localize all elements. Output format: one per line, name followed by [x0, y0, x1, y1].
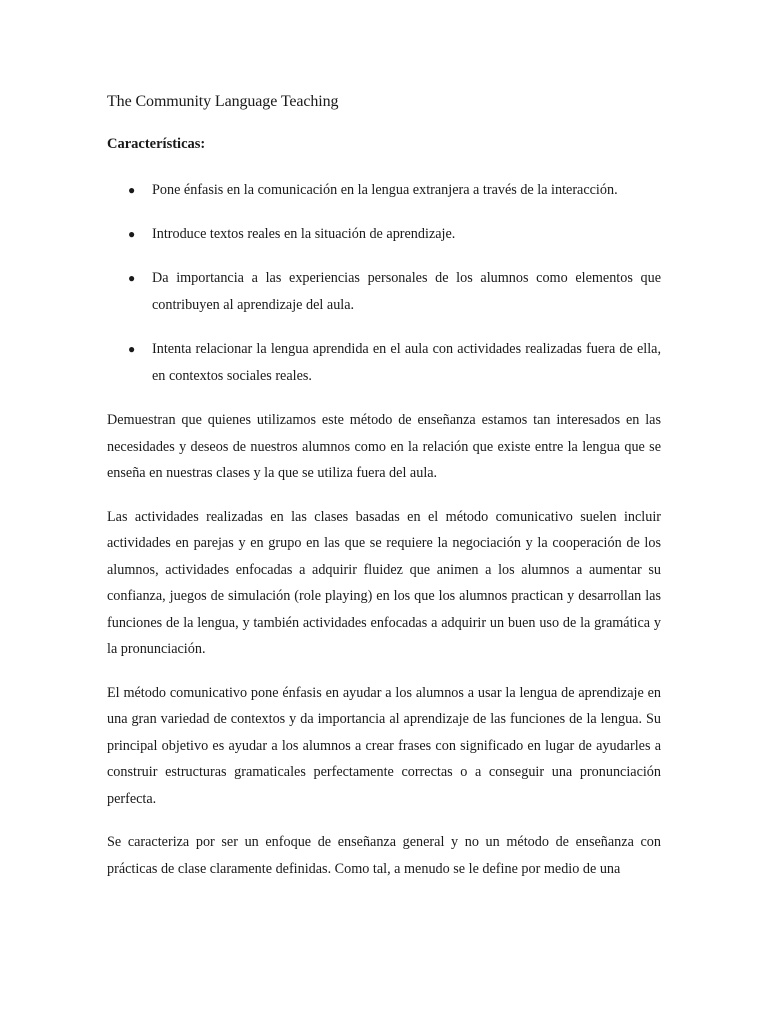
feature-list	[107, 177, 661, 390]
bullet-icon: ●	[128, 183, 136, 197]
list-item	[107, 336, 661, 390]
list-item-text: Introduce textos reales en la situación de aprendizaje.	[152, 226, 456, 242]
list-item-text: Pone énfasis en la comunicación en la lengua extranjera a través de la interacción.	[152, 182, 618, 198]
body-paragraph: Demuestran que quienes utilizamos este método de enseñanza estamos tan interesados en las necesidades y deseos de nuestros alumnos como en la relación que existe entre la lengua que se enseña en nuestras clases y la que se utiliza fuera del aula.	[107, 412, 661, 481]
body-paragraph: El método comunicativo pone énfasis en ayudar a los alumnos a usar la lengua de aprendizaje en una gran variedad de contextos y da importancia al aprendizaje de las funciones de la lengua. Su principal objetivo es ayudar a los alumnos a crear frases con significado en lugar de ayudarles a construir estructuras gramaticales perfectamente correctas o a conseguir una pronunciación perfecta.	[107, 684, 661, 807]
section-subtitle: Características:	[107, 136, 206, 152]
document-title: The Community Language Teaching	[107, 93, 339, 110]
list-item	[107, 221, 661, 248]
list-item-text: Intenta relacionar la lengua aprendida en el aula con actividades realizadas fuera de ella, en contextos sociales reales.	[152, 341, 661, 384]
list-item	[107, 265, 661, 319]
body-paragraph: Se caracteriza por ser un enfoque de enseñanza general y no un método de enseñanza con prácticas de clase claramente definidas. Como tal, a menudo se le define por medio de una	[107, 834, 661, 877]
document-page	[107, 88, 661, 899]
body-paragraph: Las actividades realizadas en las clases basadas en el método comunicativo suelen incluir actividades en parejas y en grupo en las que se requiere la negociación y la cooperación de los alumnos, actividades enfocadas a adquirir fluidez que animen a los alumnos a aumentar su confianza, juegos de simulación (role playing) en los que los alumnos practican y desarrollan las funciones de la lengua, y también actividades enfocadas a adquirir un buen uso de la gramática y la pronunciación.	[107, 508, 661, 657]
bullet-icon: ●	[128, 342, 136, 356]
list-item-text: Da importancia a las experiencias personales de los alumnos como elementos que contribuyen al aprendizaje del aula.	[152, 270, 661, 313]
bullet-icon: ●	[128, 227, 136, 241]
bullet-icon: ●	[128, 271, 136, 285]
list-item	[107, 177, 661, 204]
